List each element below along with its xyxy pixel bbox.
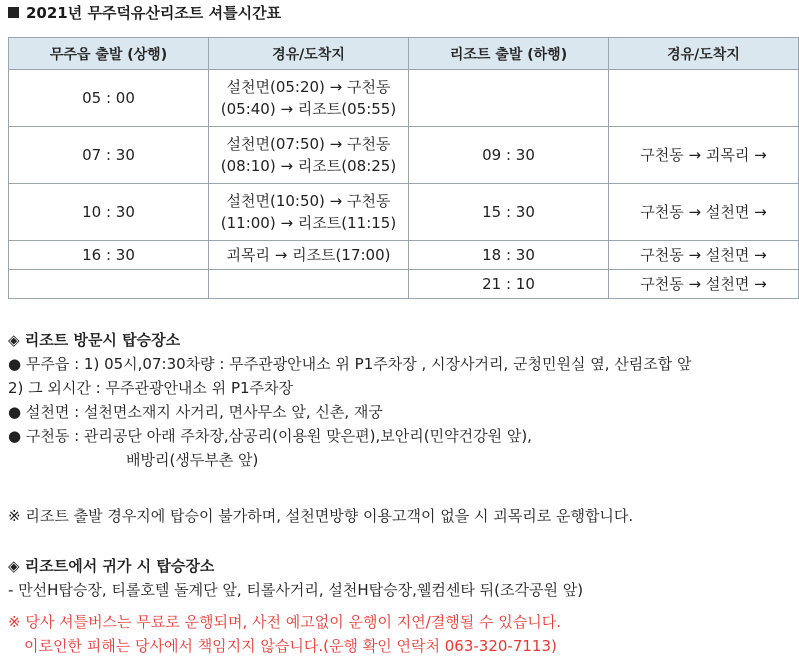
boarding-section bbox=[8, 328, 692, 472]
header-cell: 무주읍 출발 (상행) bbox=[9, 38, 209, 70]
return-heading: ◈ 리조트에서 귀가 시 탑승장소 bbox=[8, 557, 215, 575]
return-route-cell: 구천동 → 괴목리 → bbox=[609, 127, 799, 184]
return-route-cell: 구천동 → 설천면 → bbox=[609, 184, 799, 241]
boarding-line: ● 구천동 : 관리공단 아래 주차장,삼공리(이용원 맞은편),보안리(민약건강원 앞), bbox=[8, 427, 532, 445]
table-row bbox=[9, 70, 799, 127]
route-cell: 설천면(10:50) → 구천동 (11:00) → 리조트(11:15) bbox=[209, 184, 409, 241]
boarding-line: ● 무주읍 : 1) 05시,07:30차량 : 무주관광안내소 위 P1주차장 , 시장사거리, 군청민원실 옆, 산림조합 앞 bbox=[8, 355, 692, 373]
depart-time-cell: 10 : 30 bbox=[9, 184, 209, 241]
boarding-heading: ◈ 리조트 방문시 탑승장소 bbox=[8, 331, 181, 349]
return-line: - 만선H탑승장, 티롤호텔 돌계단 앞, 티롤사거리, 설천H탑승장,웰컴센타 뒤(조각공원 앞) bbox=[8, 581, 584, 599]
depart-time-cell: 05 : 00 bbox=[9, 70, 209, 127]
return-section bbox=[8, 554, 583, 602]
route-cell: 설천면(05:20) → 구천동 (05:40) → 리조트(05:55) bbox=[209, 70, 409, 127]
boarding-line: 배방리(생두부촌 앞) bbox=[126, 451, 259, 469]
warning-line: ※ 당사 셔틀버스는 무료로 운행되며, 사전 예고없이 운행이 지연/결행될 수 있습니다. bbox=[8, 613, 562, 631]
header-cell: 경유/도착지 bbox=[209, 38, 409, 70]
route-cell: 괴목리 → 리조트(17:00) bbox=[209, 241, 409, 270]
route-cell bbox=[209, 270, 409, 299]
route-cell: 설천면(07:50) → 구천동 (08:10) → 리조트(08:25) bbox=[209, 127, 409, 184]
shuttle-schedule-table bbox=[8, 37, 799, 299]
square-bullet-icon bbox=[8, 7, 19, 18]
table-header-row bbox=[9, 38, 799, 70]
depart-time-cell: 16 : 30 bbox=[9, 241, 209, 270]
header-cell: 리조트 출발 (하행) bbox=[409, 38, 609, 70]
return-time-cell bbox=[409, 70, 609, 127]
boarding-notice: ※ 리조트 출발 경우지에 탑승이 불가하며, 설천면방향 이용고객이 없을 시 괴목리로 운행합니다. bbox=[8, 507, 634, 525]
table-row bbox=[9, 127, 799, 184]
return-route-cell: 구천동 → 설천면 → bbox=[609, 270, 799, 299]
return-time-cell: 18 : 30 bbox=[409, 241, 609, 270]
return-route-cell: 구천동 → 설천면 → bbox=[609, 241, 799, 270]
depart-time-cell bbox=[9, 270, 209, 299]
depart-time-cell: 07 : 30 bbox=[9, 127, 209, 184]
page-title: 2021년 무주덕유산리조트 셔틀시간표 bbox=[8, 2, 281, 23]
table-row bbox=[9, 184, 799, 241]
warning-line: 이로인한 피해는 당사에서 책임지지 않습니다.(운행 확인 연락처 063-320-7113) bbox=[24, 637, 557, 655]
return-time-cell: 21 : 10 bbox=[409, 270, 609, 299]
return-time-cell: 15 : 30 bbox=[409, 184, 609, 241]
return-route-cell bbox=[609, 70, 799, 127]
header-cell: 경유/도착지 bbox=[609, 38, 799, 70]
boarding-line: ● 설천면 : 설천면소재지 사거리, 면사무소 앞, 신촌, 재궁 bbox=[8, 403, 383, 421]
boarding-line: 2) 그 외시간 : 무주관광안내소 위 P1주차장 bbox=[8, 379, 293, 397]
warning-notice bbox=[8, 610, 561, 658]
table-row bbox=[9, 241, 799, 270]
table-row bbox=[9, 270, 799, 299]
return-time-cell: 09 : 30 bbox=[409, 127, 609, 184]
